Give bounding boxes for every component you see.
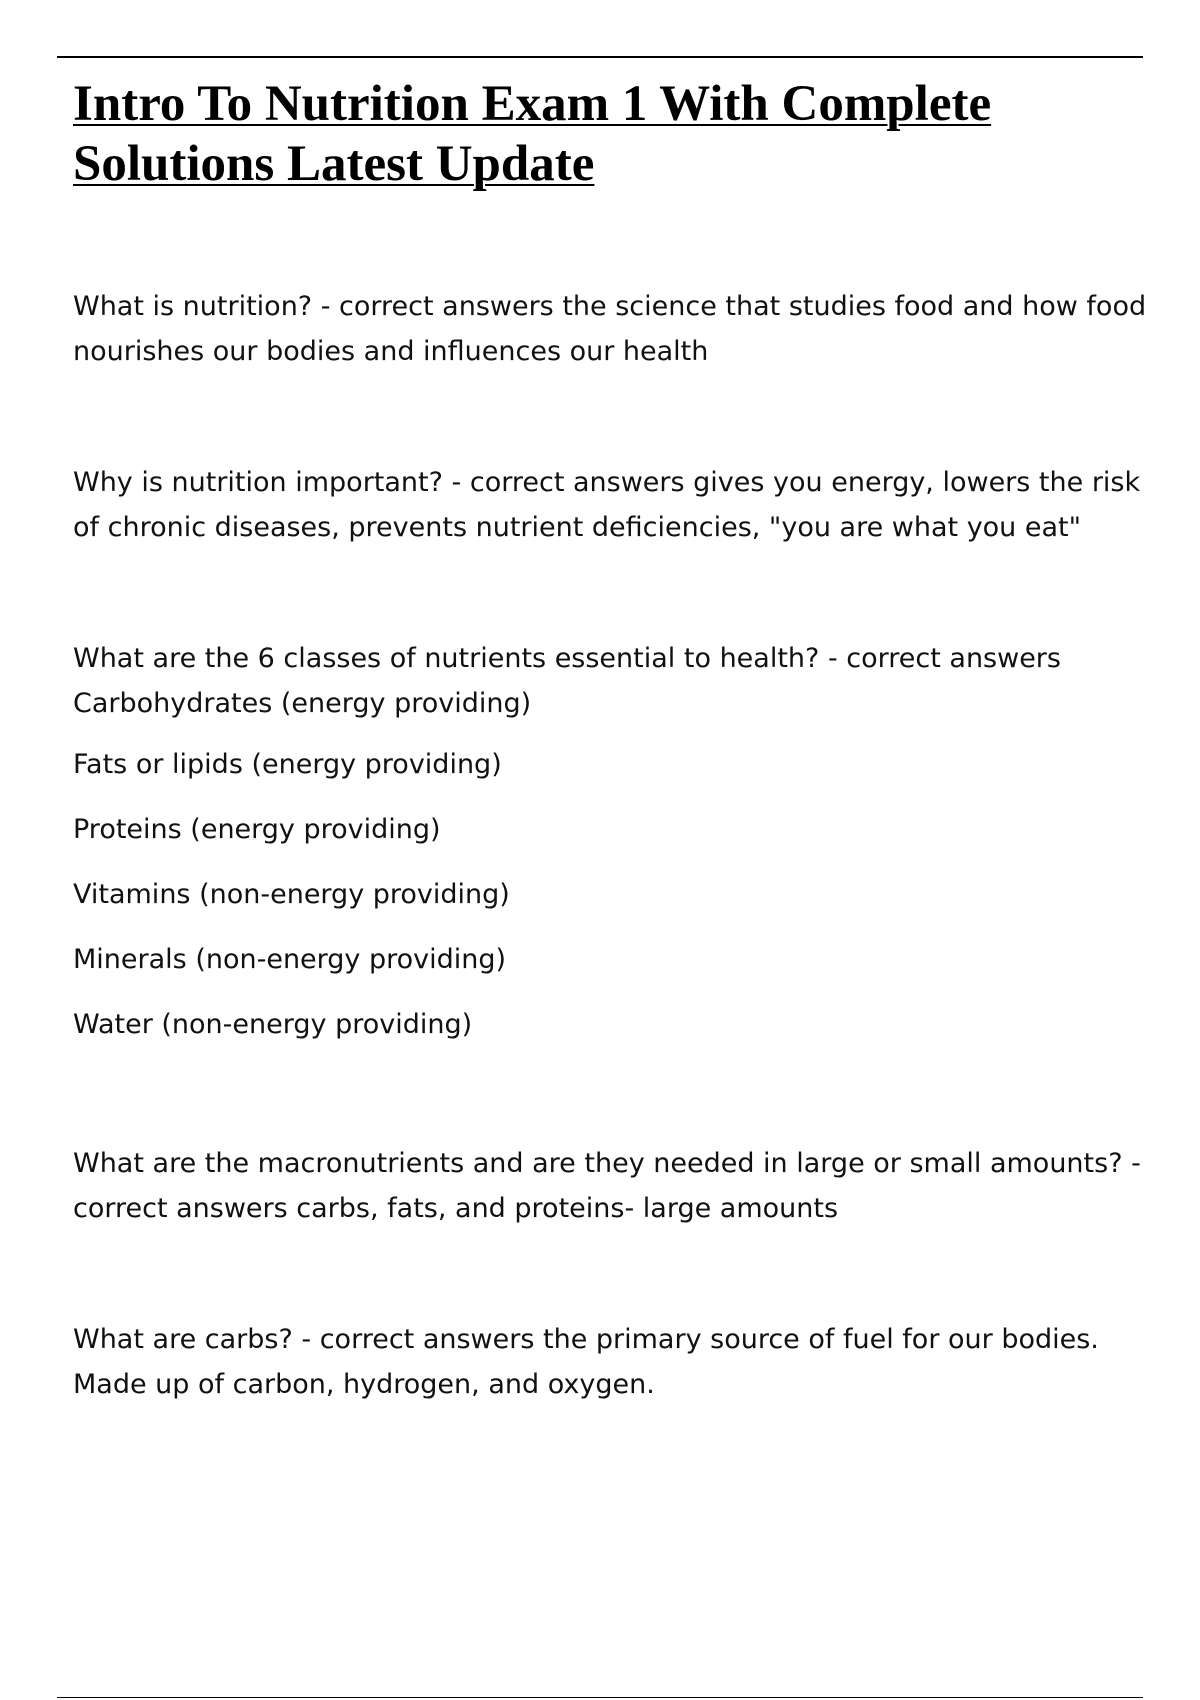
list-item: Fats or lipids (energy providing) [73,749,502,780]
list-item: Water (non-energy providing) [73,1009,473,1040]
page-title: Intro To Nutrition Exam 1 With Complete Solutions Latest Update [73,76,992,192]
qa-item-nutrition-definition [73,284,1153,374]
top-divider [57,56,1143,58]
list-item: Minerals (non-energy providing) [73,944,507,975]
nutrient-classes-list [73,681,1153,1067]
qa-question: What are the 6 classes of nutrients essential to health? - correct answers [73,643,1061,674]
qa-text: What are the macronutrients and are they needed in large or small amounts? - correct answers carbs, fats, and proteins- large amounts [73,1148,1141,1224]
qa-text: Why is nutrition important? - correct answers gives you energy, lowers the risk of chronic diseases, prevents nutrient deficiencies, "you are what you eat" [73,467,1141,543]
list-item: Vitamins (non-energy providing) [73,879,510,910]
qa-text: What are carbs? - correct answers the primary source of fuel for our bodies. Made up of carbon, hydrogen, and oxygen. [73,1324,1099,1400]
qa-item-nutrient-classes [73,636,1153,1067]
qa-item-nutrition-importance [73,460,1153,550]
bottom-divider [57,1697,1143,1698]
list-item: Proteins (energy providing) [73,814,441,845]
qa-item-macronutrients [73,1141,1153,1231]
qa-text: What is nutrition? - correct answers the science that studies food and how food nourishes our bodies and influences our health [73,291,1147,367]
list-item: Carbohydrates (energy providing) [73,688,532,719]
qa-item-carbs [73,1317,1153,1407]
